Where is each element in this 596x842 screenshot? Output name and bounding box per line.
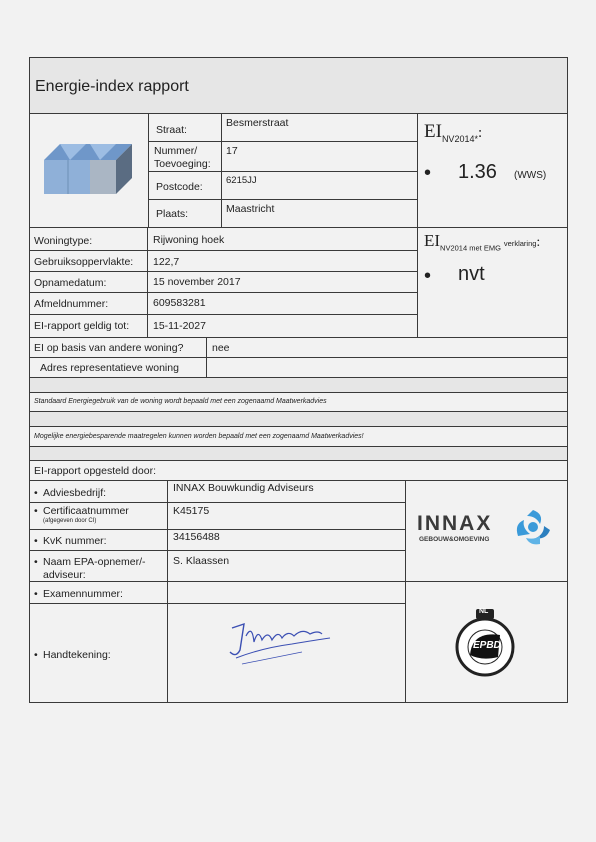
postcode-value: 6215JJ: [226, 175, 257, 186]
epbd-nl-text: NL: [479, 608, 489, 615]
ei-emg-value: nvt: [458, 263, 485, 285]
city-label: Plaats:: [156, 208, 189, 220]
innax-swirl-icon: [510, 506, 556, 548]
cert-label: Certificaatnummer: [43, 505, 129, 517]
number-label-2: Toevoeging:: [154, 158, 211, 170]
innax-logo-subtext: GEBOUW&OMGEVING: [419, 536, 490, 543]
signature: [222, 614, 342, 674]
date-label: Opnamedatum:: [34, 277, 107, 289]
cert-value: K45175: [173, 505, 210, 517]
ei-bullet: •: [424, 162, 432, 184]
street-value: Besmerstraat: [226, 117, 289, 129]
valid-label: EI-rapport geldig tot:: [34, 320, 130, 332]
ei-value: 1.36: [458, 161, 497, 183]
ei-heading: $EI_{NV2014*}$:: [424, 121, 483, 144]
note-standard-usage: Standaard Energiegebruik van de woning wordt bepaald met een zogenaamd Maatwerkadvies: [34, 398, 327, 405]
surface-value: 122,7: [153, 256, 180, 268]
ei-unit: (WWS): [514, 170, 547, 181]
innax-logo-text: INNAX: [417, 512, 493, 535]
afmeld-value: 609583281: [153, 297, 206, 309]
surface-label: Gebruiksoppervlakte:: [34, 256, 134, 268]
name-value: S. Klaassen: [173, 555, 230, 567]
bullet: •: [34, 556, 38, 568]
street-label: Straat:: [156, 124, 187, 136]
sign-label: Handtekening:: [43, 649, 111, 661]
cert-sub: (afgegeven door CI): [43, 518, 97, 524]
name-label-2: adviseur:: [43, 569, 86, 581]
kvk-value: 34156488: [173, 531, 220, 543]
name-label-1: Naam EPA-opnemer/-: [43, 556, 146, 568]
exam-label: Examennummer:: [43, 588, 123, 600]
city-value: Maastricht: [226, 203, 275, 215]
company-label: Adviesbedrijf:: [43, 487, 107, 499]
company-value: INNAX Bouwkundig Adviseurs: [173, 482, 314, 494]
bullet: •: [34, 505, 38, 517]
date-value: 15 november 2017: [153, 276, 241, 288]
bullet: •: [34, 588, 38, 600]
kvk-label: KvK nummer:: [43, 535, 107, 547]
bullet: •: [34, 535, 38, 547]
bullet: •: [34, 487, 38, 499]
woningtype-value: Rijwoning hoek: [153, 234, 225, 246]
epbd-text: EPBD: [473, 640, 501, 651]
other-home-label: EI op basis van andere woning?: [34, 342, 184, 354]
number-value: 17: [226, 145, 238, 157]
house-illustration: [40, 138, 136, 196]
ei-emg-bullet: •: [424, 265, 432, 287]
note-savings: Mogelijke energiebesparende maatregelen kunnen worden bepaald met een zogenaamd Maatwerkadvies!: [34, 433, 364, 440]
rep-address-label: Adres representatieve woning: [40, 362, 179, 374]
postcode-label: Postcode:: [156, 181, 203, 193]
bullet: •: [34, 649, 38, 661]
author-header: EI-rapport opgesteld door:: [34, 465, 156, 477]
page-title: Energie-index rapport: [35, 78, 189, 95]
woningtype-label: Woningtype:: [34, 235, 93, 247]
other-home-value: nee: [212, 342, 230, 354]
afmeld-label: Afmeldnummer:: [34, 298, 109, 310]
number-label-1: Nummer/: [154, 145, 198, 157]
ei-emg-heading: $EI_{NV2014 met EMG}$ verklaring:: [424, 231, 541, 253]
valid-value: 15-11-2027: [153, 320, 206, 332]
